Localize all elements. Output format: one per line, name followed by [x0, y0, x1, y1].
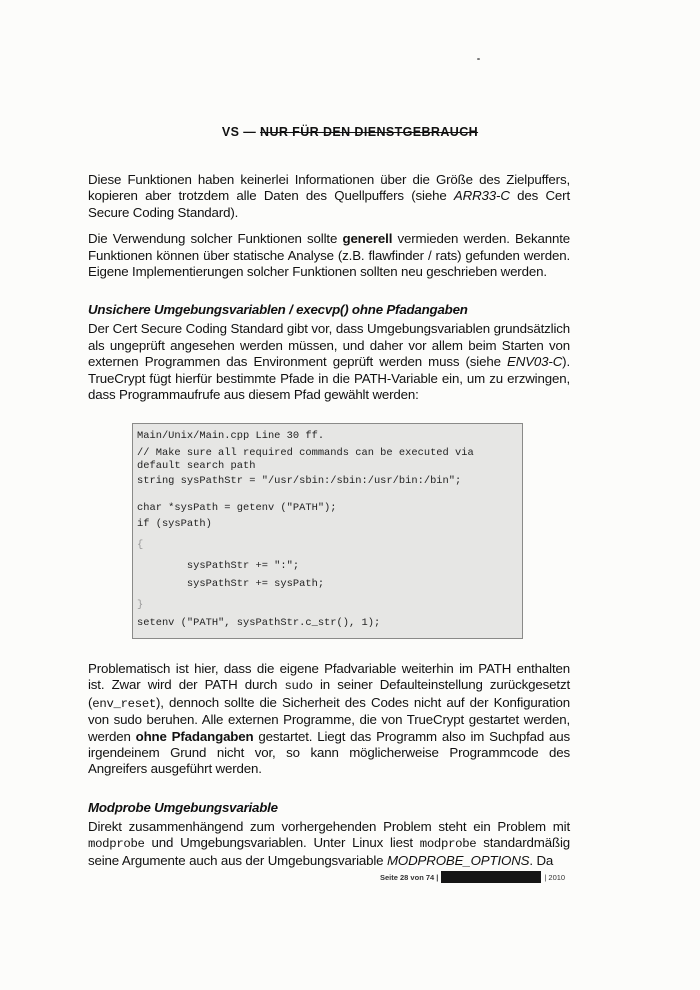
p5-text-c: standardmäßig seine Argumente auch aus der Umgebungsvariable: [88, 835, 570, 868]
redaction-bar: [441, 871, 541, 883]
paragraph-2: [88, 231, 570, 280]
code-line: sysPathStr += sysPath;: [137, 578, 325, 591]
code-listing: [132, 423, 523, 639]
p5-text-b: und Umgebungsvariablen. Unter Linux liest: [144, 835, 420, 851]
paragraph-1: [88, 172, 570, 221]
p5-ref: MODPROBE_OPTIONS: [386, 852, 530, 868]
p1-ref: ARR33-C: [453, 188, 510, 204]
code-line: // Make sure all required commands can be executed via: [137, 447, 474, 460]
p3-text-b: ). TrueCrypt fügt hierfür bestimmte Pfade in die PATH-Variable ein, um zu erzwingen, dass Programmaufrufe aus diesem Pfad gewählt werden:: [88, 354, 570, 403]
paragraph-4: [88, 661, 570, 778]
classification-prefix: VS —: [221, 125, 261, 139]
p2-text-b: vermieden werden. Bekannte Funktionen können über statische Analyse (z.B. flawfinder / rats) gefunden werden. Eigene Implementierungen solcher Funktionen sollten neu geschrieben werden.: [88, 231, 571, 280]
code-line: sysPathStr += ":";: [137, 559, 300, 572]
p3-text-a: Der Cert Secure Coding Standard gibt vor, dass Umgebungsvariablen grundsätzlich als ungeprüft angesehen werden müssen, und daher vor allem beim Starten von externen Programmen das Environment geprüft werden muss (siehe: [88, 321, 570, 370]
paragraph-3: [88, 321, 570, 403]
code-line: string sysPathStr = "/usr/sbin:/sbin:/usr/bin:/bin";: [137, 475, 462, 488]
section-heading-env: Unsichere Umgebungsvariablen / execvp() ohne Pfadangaben: [88, 302, 468, 318]
p4-code-env-reset: env_reset: [92, 696, 156, 711]
classification-header: [0, 125, 700, 139]
main-content: [88, 172, 570, 869]
p5-text-d: . Da: [529, 852, 554, 868]
scan-speck: [477, 58, 480, 60]
p3-ref: ENV03-C: [507, 354, 563, 370]
p5-code-modprobe-2: modprobe: [419, 837, 477, 852]
p4-bold: ohne Pfadangaben: [135, 728, 254, 744]
page-number: Seite 28 von 74 |: [380, 872, 439, 882]
code-line: {: [137, 539, 144, 552]
p5-text-a: Direkt zusammenhängend zum vorhergehenden Problem steht ein Problem mit: [88, 818, 570, 834]
p2-bold: generell: [342, 231, 393, 247]
code-line: default search path: [137, 459, 256, 472]
code-line: }: [137, 598, 144, 611]
classification-struck: NUR FÜR DEN DIENSTGEBRAUCH: [260, 125, 479, 139]
p1-text-b: des Cert Secure Coding Standard).: [88, 188, 570, 220]
p4-text-a: Problematisch ist hier, dass die eigene Pfadvariable weiterhin im PATH enthalten ist. Zwar wird der PATH durch: [88, 661, 570, 693]
paragraph-5: [88, 819, 570, 869]
page-footer: [380, 871, 565, 883]
code-line: setenv ("PATH", sysPathStr.c_str(), 1);: [137, 617, 381, 630]
p4-text-d: gestartet. Liegt das Programm also im Suchpfad aus irgendeinem Grund nicht vor, so kann möglicherweise Programmcode des Angreifers ausgeführt werden.: [88, 728, 570, 777]
code-line: Main/Unix/Main.cpp Line 30 ff.: [137, 430, 325, 443]
code-line: if (sysPath): [137, 518, 212, 531]
p2-text-a: Die Verwendung solcher Funktionen sollte: [88, 231, 343, 247]
p4-text-c: ), dennoch sollte die Sicherheit des Codes nicht auf der Konfiguration von sudo beruhen. Alle externen Programme, die von TrueCrypt gestartet werden, werden: [88, 694, 570, 744]
p4-code-sudo: sudo: [284, 679, 313, 694]
p5-code-modprobe: modprobe: [88, 837, 145, 852]
footer-year: | 2010: [544, 872, 566, 882]
p1-text-a: Diese Funktionen haben keinerlei Informationen über die Größe des Zielpuffers, kopieren aber trotzdem alle Daten des Quellpuffers (siehe: [88, 172, 570, 204]
code-line: char *sysPath = getenv ("PATH");: [137, 501, 337, 514]
section-heading-modprobe: Modprobe Umgebungsvariable: [88, 799, 278, 815]
p4-text-b: in seiner Defaulteinstellung zurückgesetzt (: [88, 677, 570, 710]
